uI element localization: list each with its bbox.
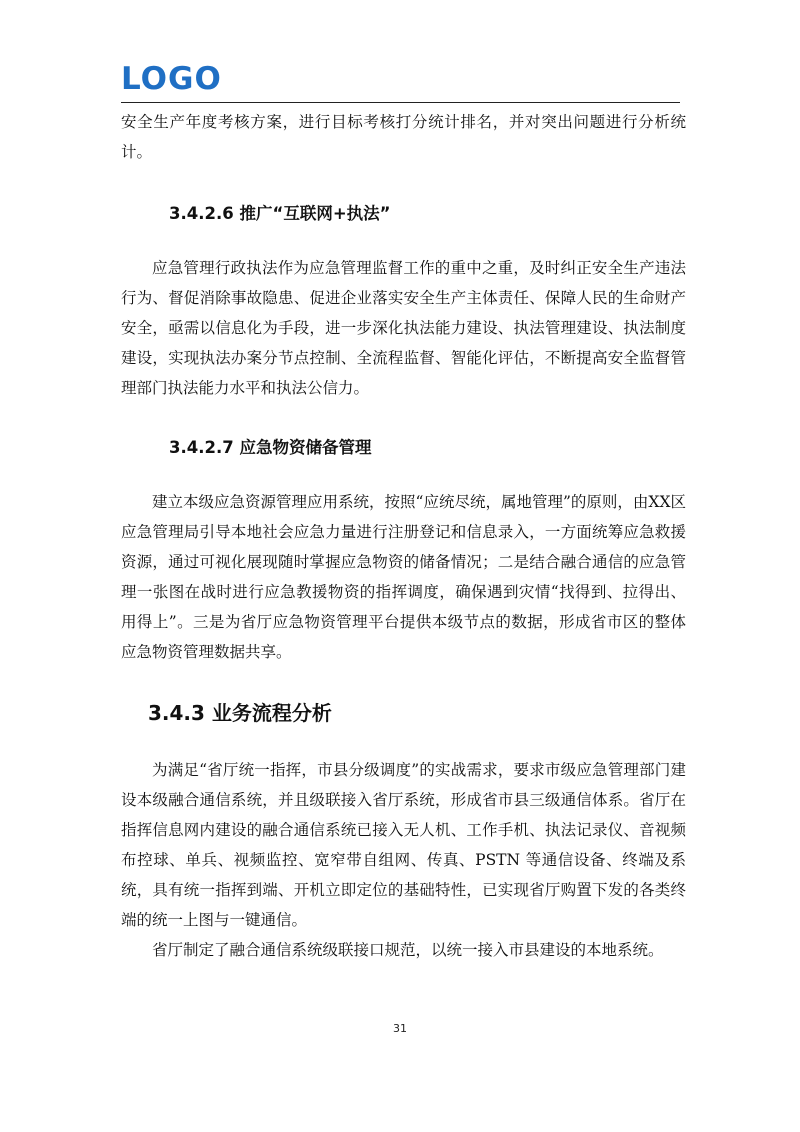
paragraph-emergency-supplies: 建立本级应急资源管理应用系统，按照“应统尽统，属地管理”的原则，由XX区应急管理局引导本地社会应急力量进行注册登记和信息录入，一方面统筹应急救援资源，通过可视化展现随时掌握应急物资的储备情况；二是结合融合通信的应急管理一张图在战时进行应急教援物资的指挥调度，确保遇到灾情“找得到、拉得出、用得上”。三是为省厅应急物资管理平台提供本级节点的数据，形成省市区的整体应急物资管理数据共享。 bbox=[121, 493, 686, 661]
section-heading-3-4-2-7: 3.4.2.7 应急物资储备管理 bbox=[169, 438, 372, 457]
section-heading-3-4-2-6: 3.4.2.6 推广“互联网+执法” bbox=[169, 204, 391, 223]
header-divider bbox=[121, 102, 680, 103]
paragraph-interface-spec: 省厅制定了融合通信系统级联接口规范，以统一接入市县建设的本地系统。 bbox=[152, 941, 664, 959]
document-body bbox=[121, 107, 686, 965]
page-number: 31 bbox=[393, 1022, 407, 1035]
paragraph-business-process: 为满足“省厅统一指挥，市县分级调度”的实战需求，要求市级应急管理部门建设本级融合通信系统，并且级联接入省厅系统，形成省市县三级通信体系。省厅在指挥信息网内建设的融合通信系统已接入无人机、工作手机、执法记录仪、音视频布控球、单兵、视频监控、宽窄带自组网、传真、PSTN 等通信设备、终端及系统，具有统一指挥到端、开机立即定位的基础特性，已实现省厅购置下发的各类终端的统一上图与一键通信。 bbox=[121, 761, 686, 929]
section-heading-3-4-3: 3.4.3 业务流程分析 bbox=[148, 701, 332, 725]
paragraph-continuation: 安全生产年度考核方案，进行目标考核打分统计排名，并对突出问题进行分析统计。 bbox=[121, 113, 686, 161]
paragraph-law-enforcement: 应急管理行政执法作为应急管理监督工作的重中之重，及时纠正安全生产违法行为、督促消除事故隐患、促进企业落实安全生产主体责任、保障人民的生命财产安全，亟需以信息化为手段，进一步深化执法能力建设、执法管理建设、执法制度建设，实现执法办案分节点控制、全流程监督、智能化评估，不断提高安全监督管理部门执法能力水平和执法公信力。 bbox=[121, 259, 686, 397]
logo: LOGO bbox=[121, 61, 222, 97]
